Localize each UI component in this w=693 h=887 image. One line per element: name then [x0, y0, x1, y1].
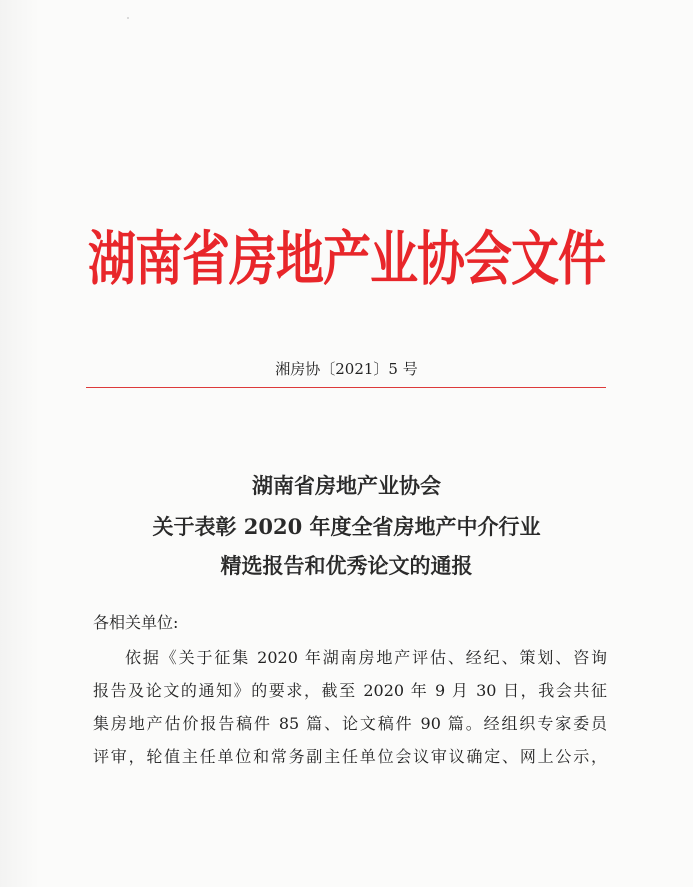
body-line-2: 报告及论文的通知》的要求，截至 2020 年 9 月 30 日，我会共征	[93, 681, 607, 700]
scan-shadow	[0, 0, 40, 887]
notice-title-line-2: 关于表彰 2020 年度全省房地产中介行业	[152, 514, 541, 539]
scan-speck	[127, 17, 129, 19]
issuer-header-title: 湖南省房地产业协会文件	[87, 225, 605, 294]
salutation: 各相关单位:	[93, 613, 179, 632]
body-line-3: 集房地产估价报告稿件 85 篇、论文稿件 90 篇。经组织专家委员	[93, 714, 607, 733]
body-line-1: 依据《关于征集 2020 年湖南房地产评估、经纪、策划、咨询	[125, 648, 607, 667]
notice-title-line-1: 湖南省房地产业协会	[252, 473, 441, 498]
notice-title-line-3: 精选报告和优秀论文的通报	[220, 553, 473, 578]
red-divider-line	[86, 387, 606, 388]
document-number: 湘房协〔2021〕5 号	[275, 360, 418, 378]
body-line-4: 评审，轮值主任单位和常务副主任单位会议审议确定、网上公示，	[93, 747, 607, 766]
